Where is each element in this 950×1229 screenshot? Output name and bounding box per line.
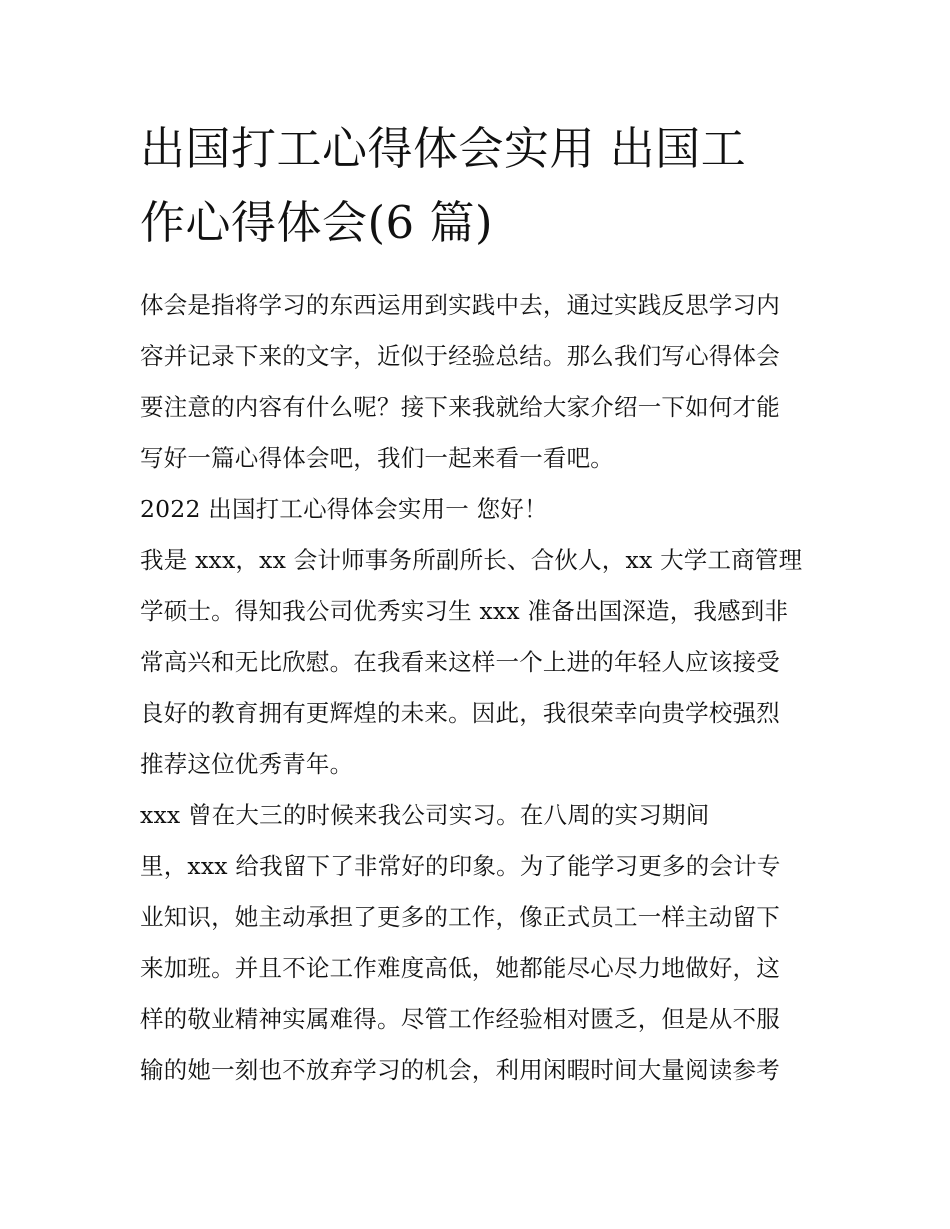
body-paragraph: [140, 790, 812, 1096]
text-line: 容并记录下来的文字，近似于经验总结。那么我们写心得体会: [140, 342, 780, 370]
text-line: 良好的教育拥有更辉煌的未来。因此，我很荣幸向贵学校强烈: [140, 699, 780, 727]
body-paragraph: [140, 535, 812, 790]
title-line: 出国打工心得体会实用 出国工: [140, 122, 747, 175]
text-line: 业知识，她主动承担了更多的工作，像正式员工一样主动留下: [140, 903, 780, 931]
text-line: 推荐这位优秀青年。: [140, 750, 354, 778]
text-line: 输的她一刻也不放弃学习的机会，利用闲暇时间大量阅读参考: [140, 1056, 780, 1084]
text-line: 样的敬业精神实属难得。尽管工作经验相对匮乏，但是从不服: [140, 1005, 780, 1033]
text-line: 常高兴和无比欣慰。在我看来这样一个上进的年轻人应该接受: [140, 648, 780, 676]
text-line: 里，xxx 给我留下了非常好的印象。为了能学习更多的会计专: [140, 852, 781, 880]
section-heading-paragraph: [140, 484, 812, 535]
text-line: 来加班。并且不论工作难度高低，她都能尽心尽力地做好，这: [140, 954, 780, 982]
text-line: 2022 出国打工心得体会实用一 您好！: [140, 495, 548, 523]
text-line: xxx 曾在大三的时候来我公司实习。在八周的实习期间: [140, 801, 710, 829]
text-line: 体会是指将学习的东西运用到实践中去，通过实践反思学习内: [140, 291, 780, 319]
document-page: [140, 112, 812, 1096]
text-line: 我是 xxx，xx 会计师事务所副所长、合伙人，xx 大学工商管理: [140, 546, 803, 574]
text-line: 要注意的内容有什么呢？接下来我就给大家介绍一下如何才能: [140, 393, 780, 421]
document-title: [140, 112, 812, 260]
text-line: 学硕士。得知我公司优秀实习生 xxx 准备出国深造，我感到非: [140, 597, 789, 625]
title-line: 作心得体会(6 篇): [140, 196, 494, 249]
document-body: [140, 280, 812, 1096]
intro-paragraph: [140, 280, 812, 484]
text-line: 写好一篇心得体会吧，我们一起来看一看吧。: [140, 444, 614, 472]
